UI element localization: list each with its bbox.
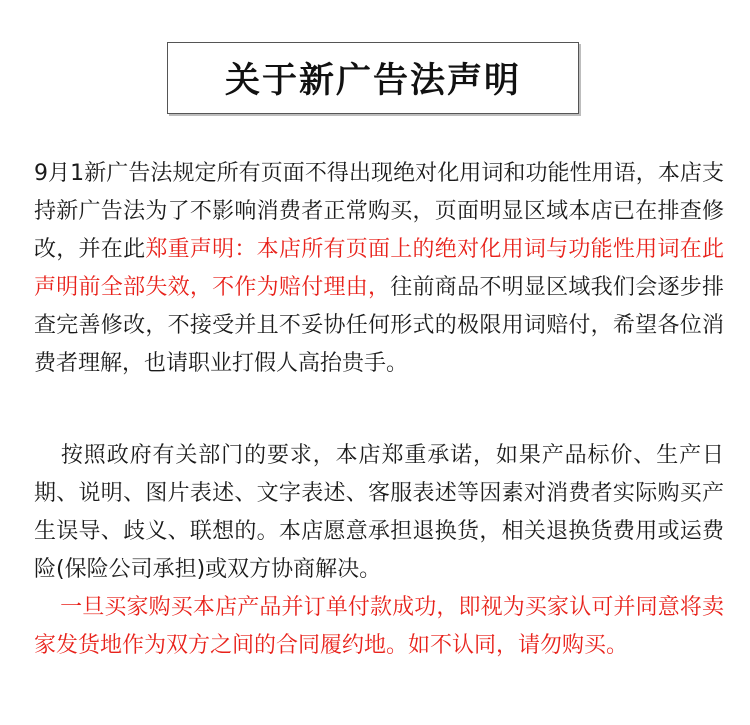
paragraph-1-text-after: 往前商品不明显区域我们会逐步排查完善修改，不接受并且不妥协任何形式的极限用词赔付，希望各位消费者理解，也请职业打假人高抬贵手。 <box>34 275 724 376</box>
paragraph-1-text-before: 9月1新广告法规定所有页面不得出现绝对化用词和功能性用语，本店支持新广告法为了不影响消费者正常购买，页面明显区域本店已在排查修改，并在此 <box>34 161 724 262</box>
title-box <box>167 42 579 114</box>
paragraph-2-text: 按照政府有关部门的要求，本店郑重承诺，如果产品标价、生产日期、说明、图片表述、文字表述、客服表述等因素对消费者实际购买产生误导、歧义、联想的。本店愿意承担退换货，相关退换货费用或运费险(保险公司承担)或双方协商解决。 <box>34 443 724 582</box>
paragraph-1-highlight: 郑重声明：本店所有页面上的绝对化用词与功能性用词在此声明前全部失效，不作为赔付理由， <box>34 237 724 300</box>
paragraph-2-highlight: 一旦买家购买本店产品并订单付款成功，即视为买家认可并同意将卖家发货地作为双方之间的合同履约地。如不认同，请勿购买。 <box>34 595 724 658</box>
disclaimer-paragraph-2 <box>34 437 724 665</box>
page-title: 关于新广告法声明 <box>224 61 521 101</box>
disclaimer-paragraph-1 <box>34 155 724 383</box>
